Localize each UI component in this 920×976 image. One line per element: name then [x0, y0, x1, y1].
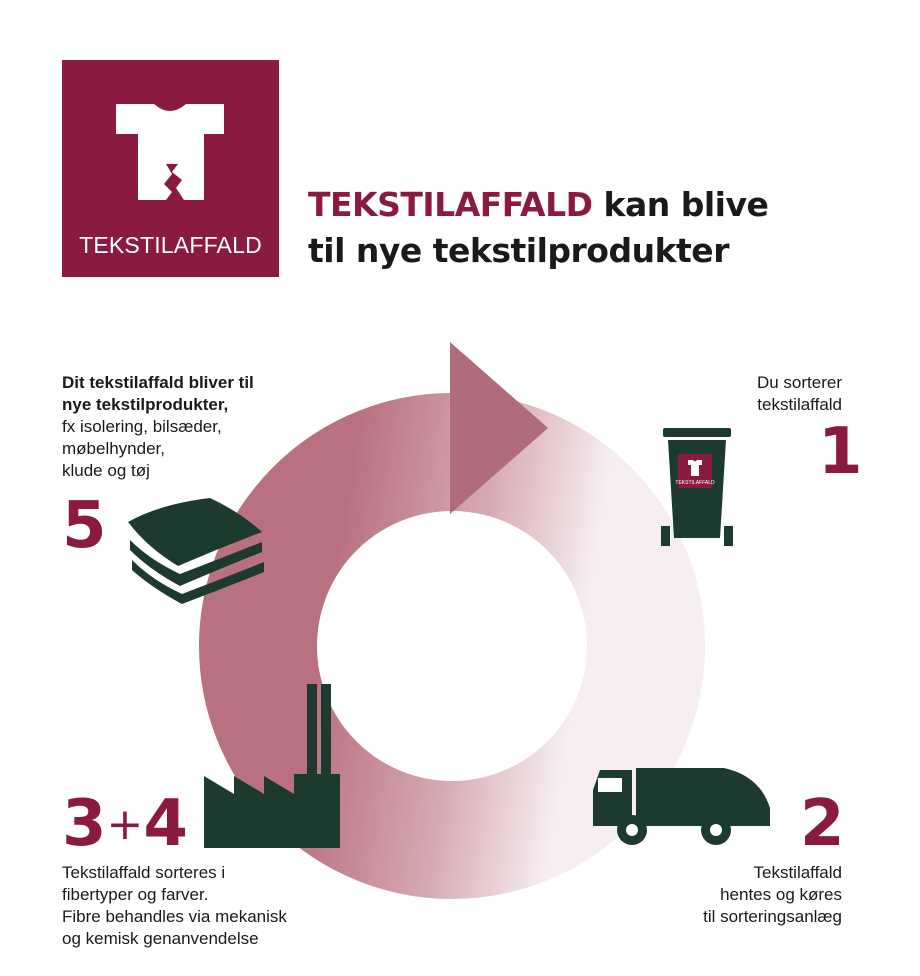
- title-line2: til nye tekstilprodukter: [308, 231, 729, 270]
- step-1-description: Du sorterer tekstilaffald: [756, 373, 842, 414]
- title-accent: TEKSTILAFFALD: [308, 185, 593, 224]
- step-3-4-number: 3+4: [62, 787, 186, 861]
- title-line1-rest: kan blive: [592, 185, 769, 224]
- garbage-truck-icon: [593, 768, 770, 845]
- step-3-4-description: Tekstilaffald sorteres i fibertyper og farver. Fibre behandles via mekanisk og kemisk genanvendelse: [62, 863, 287, 948]
- step-5-description: Dit tekstilaffald bliver til nye tekstilprodukter, fx isolering, bilsæder, møbelhynder, klude og tøj: [62, 373, 254, 480]
- step-1-number: 1: [818, 415, 861, 489]
- step-2-description: Tekstilaffald hentes og køres til sorteringsanlæg: [703, 863, 842, 926]
- logo-label: TEKSTILAFFALD: [79, 232, 262, 258]
- bin-label: TEKSTILAFFALD: [675, 480, 715, 486]
- step-2-number: 2: [800, 787, 843, 861]
- step-5-number: 5: [62, 489, 105, 563]
